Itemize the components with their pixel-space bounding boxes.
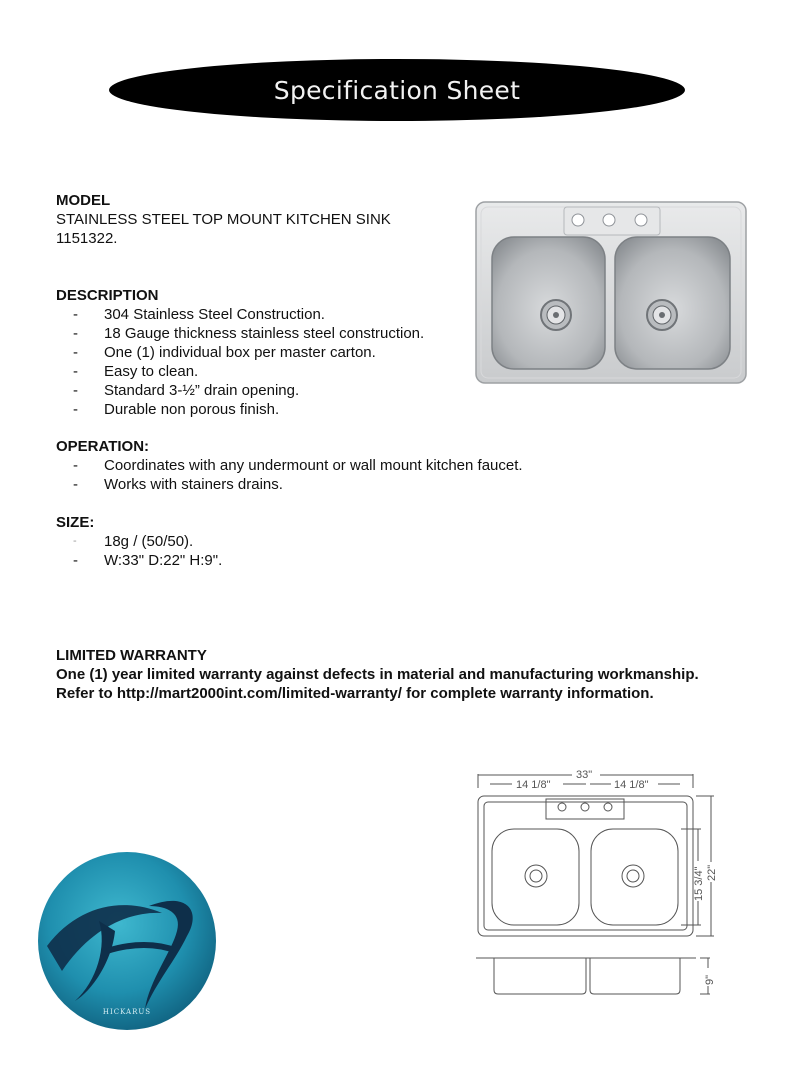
description-heading: DESCRIPTION — [56, 287, 159, 304]
banner-title: Specification Sheet — [273, 75, 521, 105]
operation-section — [56, 437, 523, 494]
model-section — [56, 191, 391, 248]
warranty-heading: LIMITED WARRANTY — [56, 647, 207, 664]
list-item: - 18 Gauge thickness stainless steel construction. — [73, 325, 425, 342]
model-number: 1151322. — [56, 230, 118, 247]
hickarus-logo — [37, 851, 217, 1031]
list-item: - Standard 3-½” drain opening. — [73, 382, 300, 399]
operation-heading: OPERATION: — [56, 438, 150, 455]
size-heading: SIZE: — [56, 514, 95, 531]
warranty-text: One (1) year limited warranty against defects in material and manufacturing workmanship. — [56, 666, 699, 683]
list-item: - 304 Stainless Steel Construction. — [73, 306, 325, 323]
description-list — [56, 305, 424, 419]
list-item: - Works with stainers drains. — [73, 476, 283, 493]
warranty-section — [56, 646, 699, 703]
list-item: - 18g / (50/50). — [73, 533, 194, 550]
warranty-link-text: Refer to http://mart2000int.com/limited-warranty/ for complete warranty information. — [56, 685, 654, 702]
operation-list — [56, 456, 523, 494]
description-section — [56, 286, 424, 419]
width-dimension-label: 33" — [576, 769, 593, 781]
model-heading: MODEL — [56, 192, 111, 209]
sink-dimension-drawing — [470, 764, 720, 1000]
spec-sheet-banner — [109, 59, 685, 121]
list-item: - Easy to clean. — [73, 363, 199, 380]
height-dimension-label: 9" — [704, 974, 716, 985]
right-bowl-width-label: 14 1/8" — [614, 779, 649, 791]
left-bowl-width-label: 14 1/8" — [516, 779, 551, 791]
model-name: STAINLESS STEEL TOP MOUNT KITCHEN SINK — [56, 211, 391, 228]
size-section — [56, 513, 222, 570]
size-list — [56, 532, 222, 570]
bowl-depth-label: 15 3/4" — [693, 866, 705, 901]
depth-dimension-label: 22" — [706, 864, 718, 881]
list-item: - Durable non porous finish. — [73, 401, 280, 418]
sink-product-image — [474, 199, 748, 386]
list-item: - One (1) individual box per master carton. — [73, 344, 376, 361]
logo-brand-text: HICKARUS — [102, 1008, 152, 1016]
list-item: - W:33" D:22" H:9". — [73, 552, 223, 569]
list-item: - Coordinates with any undermount or wall mount kitchen faucet. — [73, 457, 523, 474]
